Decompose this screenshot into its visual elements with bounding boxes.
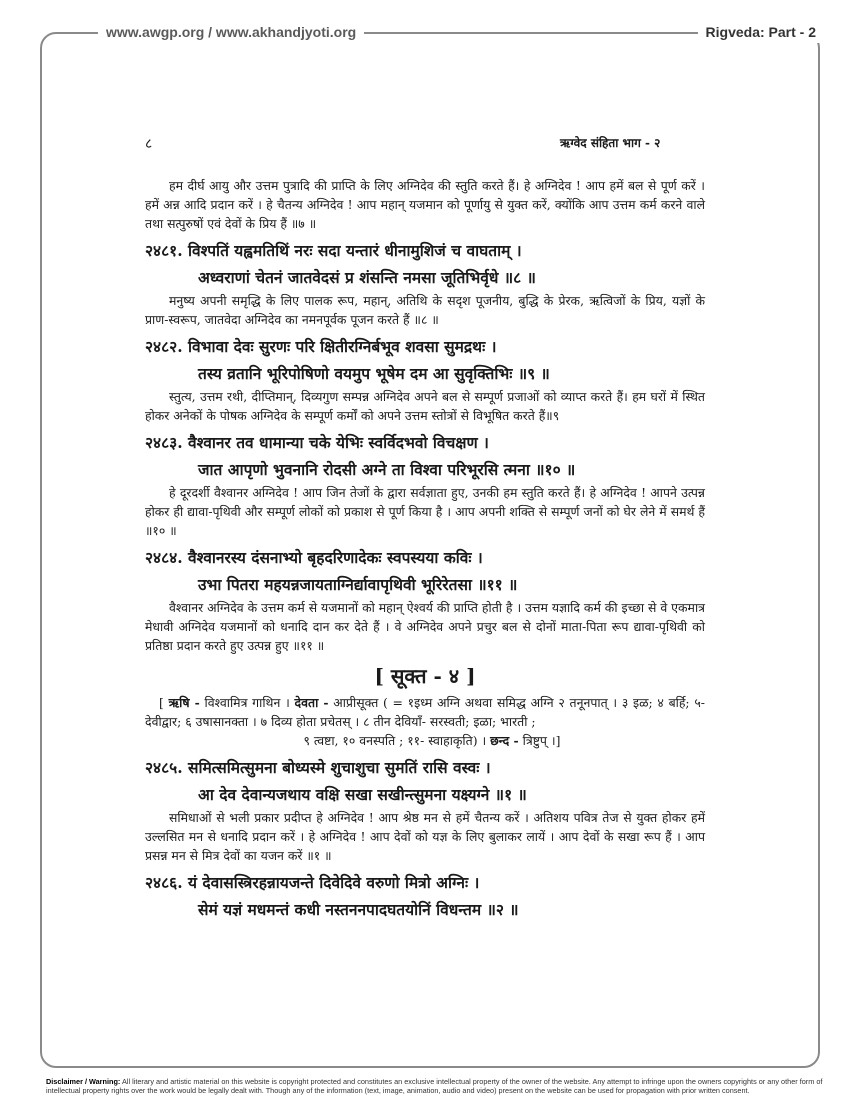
meta-rishi-label: ऋषि -	[168, 695, 200, 710]
verse-2486-line2: सेमं यज्ञं मधमन्तं कधी नस्तननपादघतयोनिं विधन्तम ॥२ ॥	[198, 900, 519, 919]
verse-2481-line1: २४८१. विश्पतिं यह्वमतिथिं नरः सदा यन्तारं धीनामुशिजं च वाघताम् ।	[145, 241, 522, 260]
meta-chhanda-label: छन्द -	[490, 733, 519, 748]
translation-2484: वैश्वानर अग्निदेव के उत्तम कर्म से यजमानों को महान् ऐश्वर्य की प्राप्ति होती है । उत्तम यज्ञादि कर्म की इच्छा से वे एकमात्र मेधावी अग्निदेव यजमानों को धनादि दान कर देते हैं । वे अग्निदेव अपने प्रचुर बल से दोनों माता-पिता रूप द्यावा-पृथिवी को प्रतिष्ठा प्रदान करते हुए उत्पन्न हुए ॥११ ॥	[145, 600, 705, 653]
meta-line-3	[145, 731, 705, 750]
meta-devata: आप्रीसूक्त ( = १इध्म अग्नि अथवा समिद्ध अग्नि २ तनूनपात् । ३ इळ; ४ बर्हि; ५- देवीद्वार; ६ उषासानक्ता । ७ दिव्य होता प्रचेतस् । ८ तीन देवियाँ- सरस्वती; इळा; भारती ;	[145, 695, 705, 729]
page-content	[145, 176, 705, 923]
page-number: ८	[145, 136, 153, 152]
disclaimer	[46, 1077, 826, 1095]
verse-2481-line2: अध्वराणां चेतनं जातवेदसं प्र शंसन्ति नमसा जूतिभिर्वृधे ॥८ ॥	[198, 268, 536, 287]
verse-2483-line1: २४८३. वैश्वानर तव धामान्या चके येभिः स्वर्विदभवो विचक्षण ।	[145, 433, 489, 452]
site-url[interactable]: www.awgp.org / www.akhandjyoti.org	[98, 21, 364, 43]
meta-devata-cont: ९ त्वष्टा, १० वनस्पति ; ११- स्वाहाकृति) ।	[303, 733, 487, 748]
meta-bracket: [	[159, 695, 164, 710]
meta-devata-label: देवता -	[294, 695, 329, 710]
translation-2482: स्तुत्य, उत्तम रथी, दीप्तिमान्, दिव्यगुण सम्पन्न अग्निदेव अपने बल से सम्पूर्ण प्रजाओं को व्याप्त करते हैं। हम घरों में स्थित होकर अनेकों के पोषक अग्निदेव के सम्पूर्ण कर्मों को अपने उत्तम स्तोत्रों से विभूषित करते हैं॥९	[145, 389, 705, 423]
meta-chhanda: त्रिष्टुप् ।]	[522, 733, 561, 748]
meta-rishi: विश्वामित्र गाथिन ।	[204, 695, 290, 710]
book-title: Rigveda: Part - 2	[698, 21, 824, 43]
running-title: ऋग्वेद संहिता भाग - २	[560, 136, 661, 150]
verse-2483-line2: जात आपृणो भुवनानि रोदसी अग्ने ता विश्वा परिभूरसि त्मना ॥१० ॥	[198, 460, 576, 479]
verse-2482-line1: २४८२. विभावा देवः सुरणः परि क्षितीरग्निर्बभूव शवसा सुमद्रथः ।	[145, 337, 497, 356]
sukta-heading: [ सूक्त - ४ ]	[374, 664, 476, 688]
sukta-metadata	[145, 693, 705, 750]
verse-2482-line2: तस्य व्रतानि भूरिपोषिणो वयमुप भूषेम दम आ सुवृक्तिभिः ॥९ ॥	[198, 364, 550, 383]
verse-2485-line1: २४८५. समित्समित्सुमना बोध्यस्मे शुचाशुचा सुमतिं रासि वस्वः ।	[145, 758, 491, 777]
translation-2483: हे दूरदर्शी वैश्वानर अग्निदेव ! आप जिन तेजों के द्वारा सर्वज्ञाता हुए, उनकी हम स्तुति करते हैं। हे अग्निदेव ! आपने उत्पन्न होकर ही द्यावा-पृथिवी और सम्पूर्ण लोकों को प्रकाश से पूर्ण किया है । आप अपनी शक्ति से सम्पूर्ण जनों को घेर लेने में समर्थ हैं ॥१० ॥	[145, 485, 705, 538]
translation-2481: मनुष्य अपनी समृद्धि के लिए पालक रूप, महान्, अतिथि के सदृश पूजनीय, बुद्धि के प्रेरक, ऋत्विजों के प्रिय, यज्ञों के प्राण-स्वरूप, जातवेदा अग्निदेव का नमनपूर्वक पूजन करते हैं ॥८ ॥	[145, 293, 705, 327]
translation-2485: समिधाओं से भली प्रकार प्रदीप्त हे अग्निदेव ! आप श्रेष्ठ मन से हमें चैतन्य करें । अतिशय पवित्र तेज से युक्त होकर हमें उल्लसित मन से धनादि प्रदान करें । हे अग्निदेव ! आप देवों को यज्ञ के लिए बुलाकर लायें । आप देवों के सखा रूप हैं । आप प्रसन्न मन से मित्र देवों का यजन करें ॥१ ॥	[145, 810, 705, 863]
verse-2484-line2: उभा पितरा महयन्नजायताग्निर्द्यावापृथिवी भूरिरेतसा ॥११ ॥	[198, 575, 518, 594]
disclaimer-label: Disclaimer / Warning:	[46, 1077, 121, 1086]
verse-2486-line1: २४८६. यं देवासस्त्रिरहन्नायजन्ते दिवेदिवे वरुणो मित्रो अग्निः ।	[145, 873, 480, 892]
verse-2485-line2: आ देव देवान्यजथाय वक्षि सखा सखीन्त्सुमना यक्ष्यग्ने ॥१ ॥	[198, 785, 527, 804]
disclaimer-text: All literary and artistic material on this website is copyright protected and constitutes an exclusive intellectual property of the owner of the website. Any attempt to infringe upon the owners copyrights or any other form of intellectual property rights over the work would be legally dealt with. Though any of the information (text, image, animation, audio and video) present on the website can be used for propagation with prior written consent.	[46, 1077, 823, 1095]
verse-2484-line1: २४८४. वैश्वानरस्य दंसनाभ्यो बृहदरिणादेकः स्वपस्यया कविः ।	[145, 548, 483, 567]
translation-7: हम दीर्घ आयु और उत्तम पुत्रादि की प्राप्ति के लिए अग्निदेव की स्तुति करते हैं। हे अग्निदेव ! आप हमें बल से पूर्ण करें । हमें अन्न आदि प्रदान करें । हे चैतन्य अग्निदेव ! आप महान् यजमान को पूर्णायु से युक्त करें, क्योंकि आप उत्तम कर्म करने वाले तथा सत्पुरुषों एवं देवों के प्रिय हैं ॥७ ॥	[145, 178, 705, 231]
